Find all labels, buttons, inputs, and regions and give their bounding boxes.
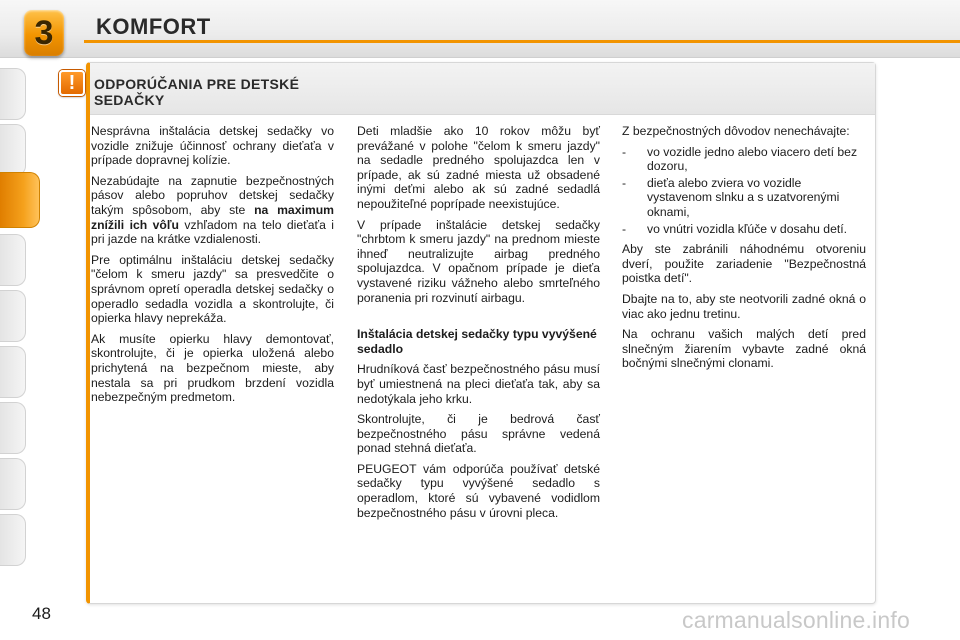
text-run: vzhľadom na telo dieťaťa i pri jazde na krátke vzdialenosti.: [91, 217, 334, 247]
subheading: Inštalácia detskej sedačky typu vyvýšené sedadlo: [357, 327, 597, 356]
watermark: carmanualsonline.info: [682, 607, 910, 633]
chapter-title: KOMFORT: [96, 14, 211, 39]
page-number: 48: [32, 604, 51, 623]
list-item: [622, 222, 866, 237]
section-title: ODPORÚČANIA PRE DETSKÉ SEDAČKY: [94, 76, 300, 108]
dash-bullet: -: [622, 221, 627, 236]
list-item: [622, 145, 866, 174]
paragraph: Aby ste zabránili náhodnému otvoreniu dverí, použite zariadenie "Bezpečnostná poistka detí".: [622, 242, 866, 286]
dash-bullet: -: [622, 175, 627, 190]
paragraph: Ak musíte opierku hlavy demontovať, skontrolujte, či je opierka uložená alebo prichytená na bezpečnom mieste, aby nestala sa pri prudkom brzdení vozidla nebezpečným predmetom.: [91, 331, 334, 405]
chapter-tab-6[interactable]: [0, 346, 26, 398]
paragraph: Skontrolujte, či je bedrová časť bezpečnostného pásu správne vedená ponad stehná dieťaťa.: [357, 412, 600, 456]
paragraph: Na ochranu vašich malých detí pred slnečným žiarením vybavte zadné okná bočnými slnečnými clonami.: [622, 327, 866, 371]
paragraph: Nesprávna inštalácia detskej sedačky vo vozidle znižuje účinnosť ochrany dieťaťa v prípade dopravnej kolízie.: [91, 124, 334, 168]
text-run: Nezabúdajte na zapnutie bezpečnostných pásov alebo popruhov detskej sedačky takým spôsobom, aby ste: [91, 173, 334, 217]
paragraph: PEUGEOT vám odporúča používať detské sedačky typu vyvýšené sedadlo s operadlom, ktoré sú vybavené vodidlom bezpečnostného pásu v úrovni pleca.: [357, 461, 600, 520]
paragraph: Deti mladšie ako 10 rokov môžu byť prevážané v polohe "čelom k smeru jazdy" na sedadle predného spolujazdca len v prípade, ak sú zadné miesta už obsadené inými deťmi alebo ak sú zadné sedadlá nepoužiteľné poprípade neexistujúce.: [357, 124, 600, 211]
paragraph: Hrudníková časť bezpečnostného pásu musí byť umiestnená na pleci dieťaťa tak, aby sa nedotýkala jeho krku.: [357, 362, 600, 406]
chapter-tab-8[interactable]: [0, 458, 26, 510]
paragraph: Dbajte na to, aby ste neotvorili zadné okná o viac ako jednu tretinu.: [622, 291, 866, 321]
list-item: [622, 176, 866, 220]
warning-icon: !: [59, 70, 85, 96]
chapter-badge: [24, 10, 64, 56]
paragraph: [91, 174, 334, 247]
text-column-3: [622, 124, 866, 377]
chapter-tab-4[interactable]: [0, 234, 26, 286]
chapter-tab-5[interactable]: [0, 290, 26, 342]
chapter-tab-2[interactable]: [0, 124, 26, 176]
chapter-number: 3: [34, 14, 54, 52]
paragraph: Pre optimálnu inštaláciu detskej sedačky "čelom k smeru jazdy" sa presvedčite o správnom opretí operadla detskej sedačky o operadlo sedadla vozidla a skontrolujte, či opierka hlavy neprekáža.: [91, 252, 334, 326]
chapter-tab-9[interactable]: [0, 514, 26, 566]
list-item-text: dieťa alebo zviera vo vozidle vystavenom slnku a s uzatvorenými oknami,: [647, 175, 840, 219]
text-column-1: [91, 124, 334, 411]
chapter-tab-3-active[interactable]: [0, 172, 40, 228]
emphasis-text: na maximum znížili ich vôľu: [91, 202, 334, 232]
paragraph: Z bezpečnostných dôvodov nenechávajte:: [622, 124, 850, 138]
text-column-2: [357, 124, 600, 526]
list-item-text: vo vozidle jedno alebo viacero detí bez dozoru,: [647, 144, 858, 174]
dash-bullet: -: [622, 144, 627, 159]
bullet-list: [622, 145, 866, 237]
chapter-tab-1[interactable]: [0, 68, 26, 120]
chapter-tab-7[interactable]: [0, 402, 26, 454]
chapter-tabs: [0, 62, 30, 582]
list-item-text: vo vnútri vozidla kľúče v dosahu detí.: [647, 221, 848, 236]
header-accent-line: [84, 40, 960, 43]
paragraph: V prípade inštalácie detskej sedačky "chrbtom k smeru jazdy" na prednom mieste ihneď neutralizujte airbag predného spolujazdca. V opačnom prípade je dieťa vystavené riziku vážneho alebo smrteľného poranenia pri rozvinutí airbagu.: [357, 217, 600, 305]
